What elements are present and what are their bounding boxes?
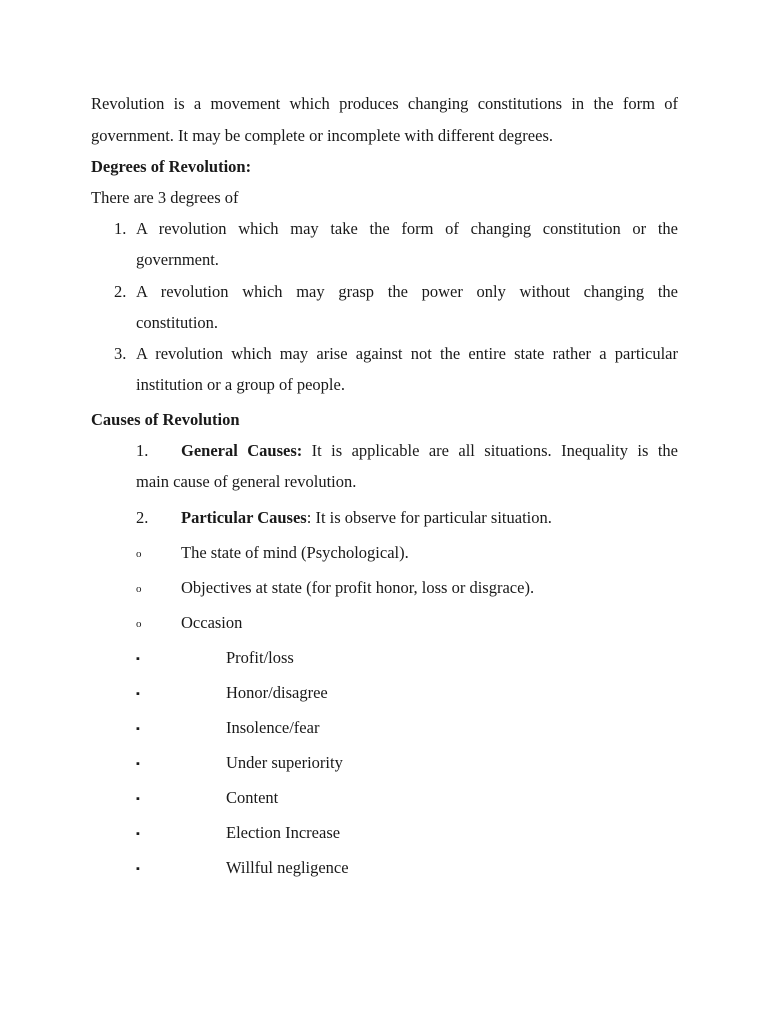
- sub-item-state-of-mind: The state of mind (Psychological).: [181, 543, 409, 562]
- causes-heading: Causes of Revolution: [91, 410, 240, 429]
- circle-bullet-icon: o: [136, 618, 142, 630]
- particular-causes-text: : It is observe for particular situation.: [306, 508, 552, 527]
- degree-1-number: 1.: [114, 219, 127, 238]
- square-bullet-icon: ▪: [136, 793, 140, 805]
- square-bullet-icon: ▪: [136, 688, 140, 700]
- degree-3-line-1: A revolution which may arise against not the entire state rather a particular: [136, 344, 678, 363]
- square-bullet-icon: ▪: [136, 758, 140, 770]
- degrees-lead: There are 3 degrees of: [91, 188, 239, 207]
- square-bullet-icon: ▪: [136, 828, 140, 840]
- occasion-item-insolence: Insolence/fear: [226, 718, 320, 737]
- general-causes-line-1: [181, 441, 678, 461]
- particular-causes-number: 2.: [136, 508, 149, 527]
- degrees-heading: Degrees of Revolution:: [91, 157, 252, 176]
- degree-1-line-2: government.: [136, 250, 219, 269]
- general-causes-number: 1.: [136, 441, 149, 460]
- particular-causes-label: Particular Causes: [181, 508, 307, 527]
- general-causes-label: General Causes:: [181, 441, 303, 460]
- degree-1-line-1: A revolution which may take the form of changing constitution or the: [136, 219, 678, 238]
- degree-2-line-2: constitution.: [136, 313, 219, 332]
- degree-3-line-2: institution or a group of people.: [136, 375, 345, 394]
- general-causes-line-2: main cause of general revolution.: [136, 472, 357, 491]
- particular-causes-line: [181, 508, 552, 528]
- sub-item-occasion: Occasion: [181, 613, 243, 632]
- sub-item-objectives: Objectives at state (for profit honor, loss or disgrace).: [181, 578, 535, 597]
- degree-2-line-1: A revolution which may grasp the power only without changing the: [136, 282, 678, 301]
- general-causes-text: It is applicable are all situations. Inequality is the: [302, 441, 678, 460]
- degree-3-number: 3.: [114, 344, 127, 363]
- occasion-item-profit-loss: Profit/loss: [226, 648, 294, 667]
- occasion-item-election: Election Increase: [226, 823, 341, 842]
- occasion-item-superiority: Under superiority: [226, 753, 343, 772]
- square-bullet-icon: ▪: [136, 653, 140, 665]
- intro-line-2: government. It may be complete or incomplete with different degrees.: [91, 126, 553, 145]
- intro-line-1: Revolution is a movement which produces changing constitutions in the form of: [91, 94, 678, 113]
- occasion-item-honor: Honor/disagree: [226, 683, 328, 702]
- square-bullet-icon: ▪: [136, 723, 140, 735]
- square-bullet-icon: ▪: [136, 863, 140, 875]
- circle-bullet-icon: o: [136, 583, 142, 595]
- occasion-item-content: Content: [226, 788, 279, 807]
- circle-bullet-icon: o: [136, 548, 142, 560]
- degree-2-number: 2.: [114, 282, 127, 301]
- occasion-item-negligence: Willful negligence: [226, 858, 349, 877]
